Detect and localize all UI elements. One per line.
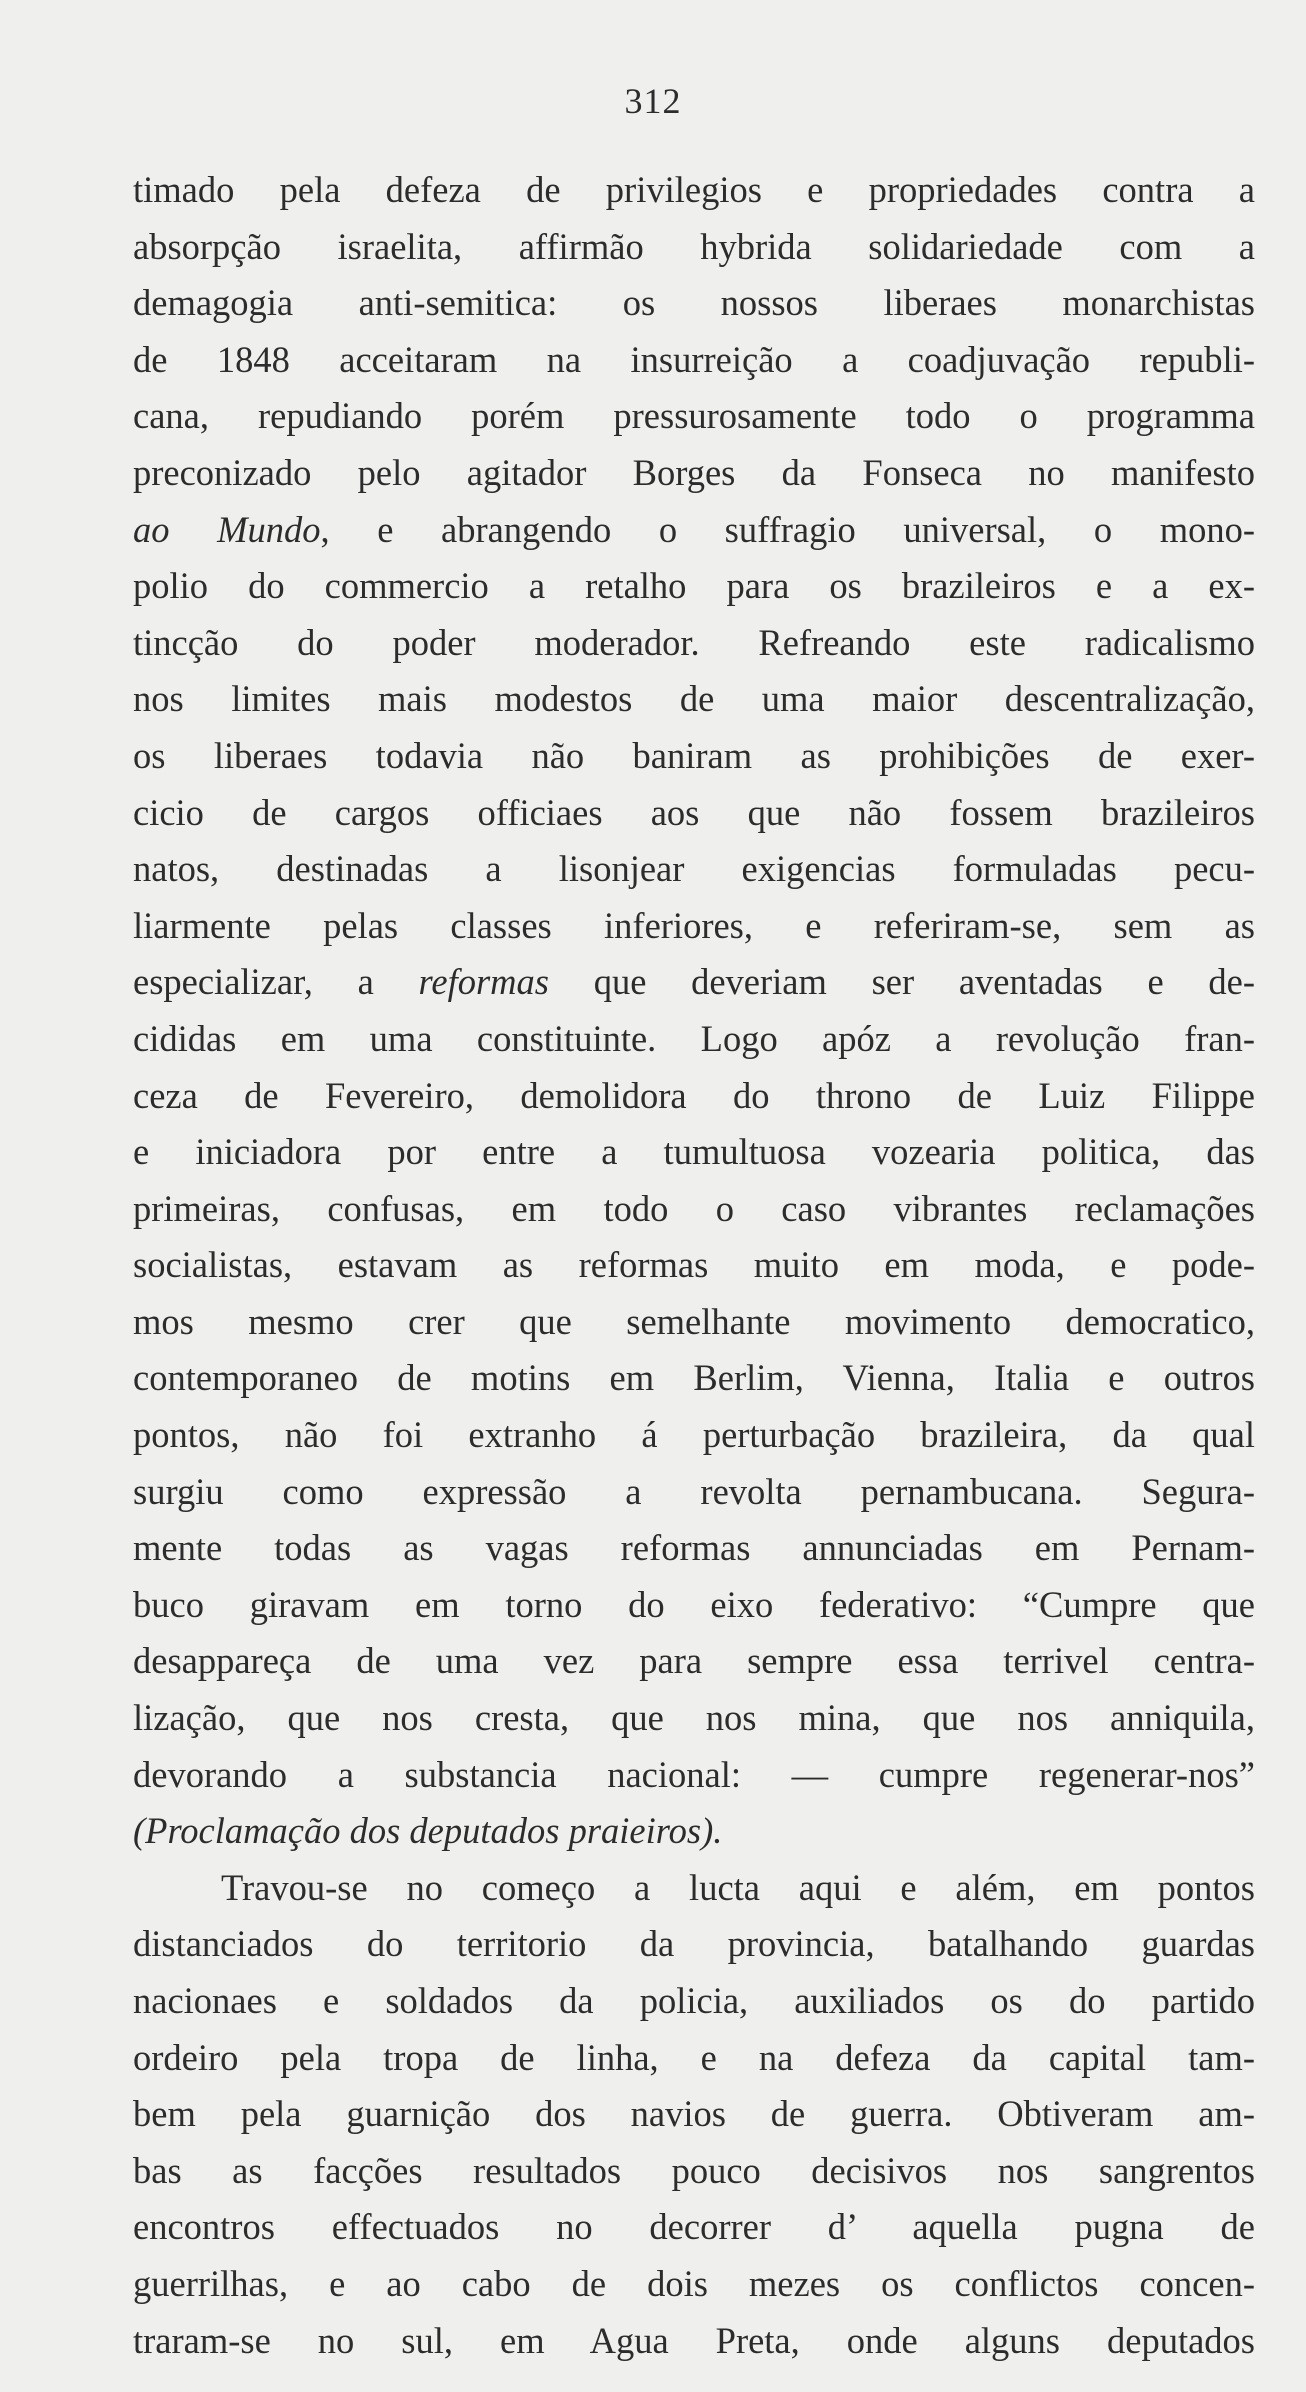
text-segment: que deveriam ser aventadas e de- — [548, 961, 1255, 1003]
text-segment: nos limites mais modestos de uma maior descentralização, — [133, 678, 1255, 720]
text-line — [133, 558, 1255, 615]
text-line — [133, 1181, 1255, 1238]
text-segment: traram-se no sul, em Agua Preta, onde alguns deputados — [133, 2319, 1255, 2361]
text-line — [133, 2086, 1255, 2143]
text-segment: contemporaneo de motins em Berlim, Vienna, Italia e outros — [133, 1357, 1255, 1399]
text-line — [133, 898, 1255, 955]
text-line — [133, 219, 1255, 276]
text-segment: cana, repudiando porém pressurosamente todo o programma — [133, 395, 1255, 437]
text-line — [133, 2256, 1255, 2313]
italic-text: ao Mundo — [133, 508, 321, 550]
text-line — [133, 615, 1255, 672]
text-line — [133, 1464, 1255, 1521]
text-segment: primeiras, confusas, em todo o caso vibrantes reclamações — [133, 1187, 1255, 1229]
text-line — [133, 332, 1255, 389]
text-line — [133, 275, 1255, 332]
text-segment: bas as facções resultados pouco decisivos nos sangrentos — [133, 2149, 1255, 2191]
page-number: 312 — [624, 81, 682, 121]
text-segment: Travou-se no começo a lucta aqui e além, em pontos — [221, 1866, 1255, 1908]
text-segment: mente todas as vagas reformas annunciadas em Pernam- — [133, 1527, 1255, 1569]
body-text — [133, 162, 1255, 2369]
text-line — [133, 1747, 1255, 1804]
text-segment: pontos, não foi extranho á perturbação brazileira, da qual — [133, 1414, 1255, 1456]
text-segment: os liberaes todavia não baniram as prohibições de exer- — [133, 734, 1255, 776]
text-line — [133, 1973, 1255, 2030]
text-line — [133, 445, 1255, 502]
text-segment: devorando a substancia nacional: — cumpre regenerar-nos” — [133, 1753, 1255, 1795]
text-segment: mos mesmo crer que semelhante movimento democratico, — [133, 1300, 1255, 1342]
text-segment: e iniciadora por entre a tumultuosa vozearia politica, das — [133, 1131, 1255, 1173]
text-line — [133, 2030, 1255, 2087]
text-line — [133, 728, 1255, 785]
text-line — [133, 1520, 1255, 1577]
text-segment: buco giravam em torno do eixo federativo: “Cumpre que — [133, 1583, 1255, 1625]
text-line — [133, 1803, 1255, 1860]
text-segment: ordeiro pela tropa de linha, e na defeza da capital tam- — [133, 2036, 1255, 2078]
text-line — [133, 1916, 1255, 1973]
text-line — [133, 388, 1255, 445]
text-line — [133, 1068, 1255, 1125]
text-line — [133, 2143, 1255, 2200]
text-segment: liarmente pelas classes inferiores, e referiram-se, sem as — [133, 904, 1255, 946]
text-segment: de 1848 acceitaram na insurreição a coadjuvação republi- — [133, 338, 1255, 380]
text-segment: cididas em uma constituinte. Logo apóz a revolução fran- — [133, 1017, 1255, 1059]
text-line — [133, 1633, 1255, 1690]
text-line — [133, 2313, 1255, 2370]
text-segment: socialistas, estavam as reformas muito em moda, e pode- — [133, 1244, 1255, 1286]
text-line — [133, 162, 1255, 219]
text-segment: , e abrangendo o suffragio universal, o mono- — [320, 508, 1255, 550]
italic-text: reformas — [418, 961, 549, 1003]
text-line — [133, 1237, 1255, 1294]
text-line — [133, 2199, 1255, 2256]
text-segment: timado pela defeza de privilegios e propriedades contra a — [133, 169, 1255, 210]
text-segment: distanciados do territorio da provincia, batalhando guardas — [133, 1923, 1255, 1965]
text-segment: nacionaes e soldados da policia, auxiliados os do partido — [133, 1980, 1255, 2021]
text-line — [133, 785, 1255, 842]
text-segment: encontros effectuados no decorrer d’ aquella pugna de — [133, 2206, 1255, 2248]
text-line — [133, 1407, 1255, 1464]
text-line — [133, 1011, 1255, 1068]
text-segment: demagogia anti-semitica: os nossos liberaes monarchistas — [133, 282, 1255, 324]
text-segment: cicio de cargos officiaes aos que não fossem brazileiros — [133, 791, 1255, 833]
text-segment: ceza de Fevereiro, demolidora do throno de Luiz Filippe — [133, 1074, 1255, 1116]
text-segment: natos, destinadas a lisonjear exigencias formuladas pecu- — [133, 848, 1255, 890]
text-line — [133, 502, 1255, 559]
italic-text: (Proclamação dos deputados praieiros). — [133, 1810, 723, 1852]
text-line — [133, 1690, 1255, 1747]
text-segment: preconizado pelo agitador Borges da Fonseca no manifesto — [133, 451, 1255, 493]
text-line — [133, 1350, 1255, 1407]
text-segment: desappareça de uma vez para sempre essa terrivel centra- — [133, 1640, 1255, 1682]
text-line — [133, 954, 1255, 1011]
text-segment: bem pela guarnição dos navios de guerra. Obtiveram am- — [133, 2093, 1255, 2135]
text-line — [133, 671, 1255, 728]
text-line — [133, 841, 1255, 898]
text-segment: tincção do poder moderador. Refreando este radicalismo — [133, 621, 1255, 663]
text-segment: guerrilhas, e ao cabo de dois mezes os conflictos concen- — [133, 2262, 1255, 2304]
text-segment: surgiu como expressão a revolta pernambucana. Segura- — [133, 1470, 1255, 1512]
text-line — [133, 1294, 1255, 1351]
text-line — [133, 1577, 1255, 1634]
text-segment: polio do commercio a retalho para os brazileiros e a ex- — [133, 565, 1255, 607]
text-line — [133, 1860, 1255, 1917]
text-segment: especializar, a — [133, 961, 419, 1003]
text-segment: lização, que nos cresta, que nos mina, que nos anniquila, — [133, 1697, 1255, 1739]
text-line — [133, 1124, 1255, 1181]
text-segment: absorpção israelita, affirmão hybrida solidariedade com a — [133, 225, 1255, 267]
